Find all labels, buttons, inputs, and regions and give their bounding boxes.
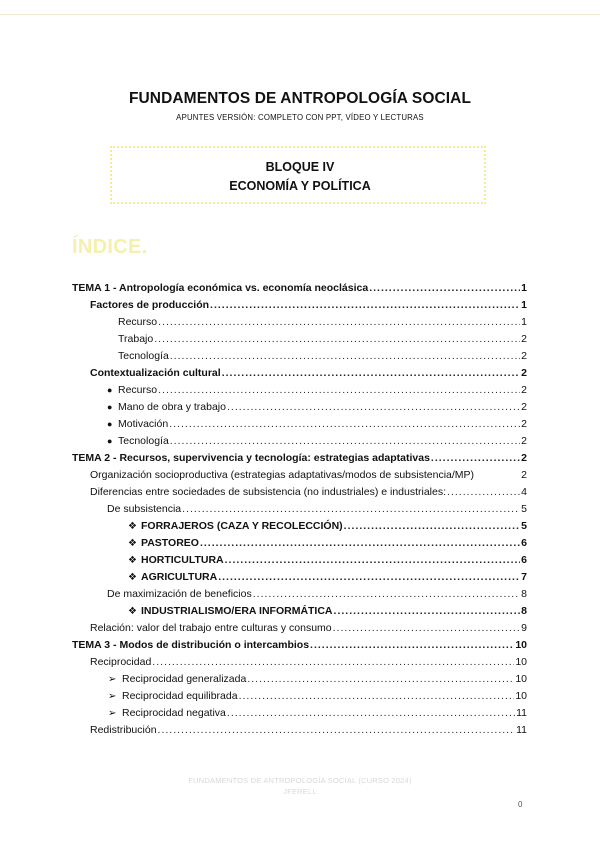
toc-page-number: 1 — [521, 299, 527, 311]
bloque-frame — [110, 146, 486, 204]
toc-page-number: 2 — [521, 469, 527, 481]
toc-entry-label: Factores de producción — [90, 299, 210, 311]
toc-entry-label: Reciprocidad negativa — [122, 707, 226, 719]
toc-entry-agricultura[interactable] — [128, 571, 527, 588]
toc-page-number: 2 — [521, 367, 527, 379]
toc-entry-trabajo[interactable] — [118, 333, 527, 350]
toc-leader — [334, 605, 521, 617]
toc-page-number: 1 — [521, 282, 527, 294]
toc-entry-label: Contextualización cultural — [90, 367, 221, 379]
toc-entry-label: De maximización de beneficios — [107, 588, 252, 600]
toc-entry-label: Mano de obra y trabajo — [118, 401, 226, 413]
page-number: 0 — [518, 800, 523, 809]
toc-entry-label: Reciprocidad — [90, 656, 152, 668]
document-subtitle: APUNTES VERSIÓN: COMPLETO CON PPT, VÍDEO Y LECTURAS — [176, 113, 424, 122]
toc-entry-recurso[interactable] — [118, 316, 527, 333]
toc-page-number: 8 — [521, 588, 527, 600]
bloque-topic: ECONOMÍA Y POLÍTICA — [229, 179, 371, 193]
diamond-bullet-icon: ❖ — [128, 521, 137, 532]
toc-entry-bullet-mano-de-obra[interactable] — [107, 401, 527, 418]
toc-entry-label: PASTOREO — [141, 537, 199, 549]
toc-entry-label: Tecnología — [118, 350, 169, 362]
footer-author-line: JFERELL — [283, 787, 317, 796]
toc-page-number: 11 — [516, 724, 527, 736]
toc-page-number: 10 — [515, 639, 527, 651]
toc-entry-horticultura[interactable] — [128, 554, 527, 571]
toc-page-number: 5 — [521, 520, 527, 532]
toc-entry-relacion-valor-trabajo[interactable] — [90, 622, 527, 639]
toc-entry-diferencias-sociedades[interactable] — [90, 486, 527, 503]
toc-leader — [369, 282, 520, 294]
toc-leader — [239, 690, 515, 702]
toc-page-number: 2 — [521, 435, 527, 447]
bullet-icon: ● — [107, 419, 113, 429]
toc-page-number: 2 — [521, 401, 527, 413]
toc-leader — [200, 537, 520, 549]
toc-leader — [170, 435, 520, 447]
toc-page-number: 10 — [515, 656, 527, 668]
toc-page-number: 2 — [521, 418, 527, 430]
bloque-number: BLOQUE IV — [265, 160, 335, 174]
toc-entry-label: Trabajo — [118, 333, 154, 345]
diamond-bullet-icon: ❖ — [128, 572, 137, 583]
toc-page-number: 6 — [521, 554, 527, 566]
toc-entry-reciprocidad-negativa[interactable] — [108, 707, 527, 724]
toc-leader — [253, 588, 520, 600]
toc-page-number: 9 — [521, 622, 527, 634]
toc-leader — [158, 316, 520, 328]
toc-page-number: 11 — [516, 707, 527, 719]
toc-entry-label: Organización socioproductiva (estrategias adaptativas/modos de subsistencia/MP) — [90, 469, 475, 481]
toc-entry-redistribucion[interactable] — [90, 724, 527, 741]
toc-leader — [333, 622, 521, 634]
arrow-bullet-icon: ➢ — [108, 708, 117, 719]
toc-page-number: 1 — [521, 316, 527, 328]
toc-entry-tema-2[interactable] — [72, 452, 527, 469]
toc-entry-label: FORRAJEROS (CAZA Y RECOLECCIÓN) — [141, 520, 343, 532]
toc-entry-label: Reciprocidad generalizada — [122, 673, 247, 685]
bullet-icon: ● — [107, 436, 113, 446]
toc-page-number: 2 — [521, 333, 527, 345]
toc-leader — [170, 350, 520, 362]
arrow-bullet-icon: ➢ — [108, 674, 117, 685]
toc-page-number: 2 — [521, 452, 527, 464]
toc-page-number: 2 — [521, 350, 527, 362]
toc-entry-organizacion-socioproductiva[interactable] — [90, 469, 527, 486]
toc-page-number: 4 — [521, 486, 527, 498]
index-heading: ÍNDICE. — [72, 236, 148, 258]
toc-leader — [182, 503, 520, 515]
toc-page-number: 8 — [521, 605, 527, 617]
toc-entry-maximizacion-beneficios[interactable] — [107, 588, 527, 605]
toc-entry-tema-1[interactable] — [72, 282, 527, 299]
toc-leader — [154, 333, 520, 345]
toc-entry-label: Diferencias entre sociedades de subsistencia (no industriales) e industriales: — [90, 486, 447, 498]
bullet-icon: ● — [107, 402, 113, 412]
toc-leader — [447, 486, 520, 498]
toc-entry-bullet-recurso[interactable] — [107, 384, 527, 401]
toc-entry-reciprocidad-generalizada[interactable] — [108, 673, 527, 690]
toc-entry-industrialismo[interactable] — [128, 605, 527, 622]
toc-leader — [158, 724, 516, 736]
toc-entry-reciprocidad[interactable] — [90, 656, 527, 673]
document-title: FUNDAMENTOS DE ANTROPOLOGÍA SOCIAL — [128, 90, 472, 107]
toc-leader — [247, 673, 514, 685]
toc-page-number: 7 — [521, 571, 527, 583]
footer-course-line: FUNDAMENTOS DE ANTROPOLOGÍA SOCIAL (CURSO 2024) — [188, 776, 412, 785]
toc-entry-label: Redistribución — [90, 724, 157, 736]
toc-entry-contextualizacion-cultural[interactable] — [90, 367, 527, 384]
toc-entry-label: Reciprocidad equilibrada — [122, 690, 238, 702]
toc-entry-forrajeros[interactable] — [128, 520, 527, 537]
toc-entry-label: INDUSTRIALISMO/ERA INFORMÁTICA — [141, 605, 333, 617]
toc-page-number: 2 — [521, 384, 527, 396]
bullet-icon: ● — [107, 385, 113, 395]
toc-entry-label: TEMA 1 - Antropología económica vs. economía neoclásica — [72, 282, 369, 294]
toc-page-number: 5 — [521, 503, 527, 515]
toc-entry-label: Relación: valor del trabajo entre culturas y consumo — [90, 622, 332, 634]
diamond-bullet-icon: ❖ — [128, 555, 137, 566]
arrow-bullet-icon: ➢ — [108, 691, 117, 702]
toc-leader — [227, 707, 515, 719]
toc-entry-reciprocidad-equilibrada[interactable] — [108, 690, 527, 707]
toc-entry-label: AGRICULTURA — [141, 571, 218, 583]
toc-leader — [227, 401, 520, 413]
diamond-bullet-icon: ❖ — [128, 606, 137, 617]
toc-entry-de-subsistencia[interactable] — [107, 503, 527, 520]
toc-leader — [310, 639, 514, 651]
toc-leader — [152, 656, 514, 668]
toc-entry-label: TEMA 3 - Modos de distribución o intercambios — [72, 639, 310, 651]
toc-entry-label: TEMA 2 - Recursos, supervivencia y tecnología: estrategias adaptativas — [72, 452, 430, 464]
toc-page-number: 6 — [521, 537, 527, 549]
diamond-bullet-icon: ❖ — [128, 538, 137, 549]
toc-page-number: 10 — [515, 690, 527, 702]
toc-leader — [218, 571, 520, 583]
toc-entry-label: De subsistencia — [107, 503, 182, 515]
toc-leader — [431, 452, 520, 464]
toc-leader — [210, 299, 520, 311]
toc-entry-tema-3[interactable] — [72, 639, 527, 656]
toc-entry-label: Tecnología — [118, 435, 169, 447]
toc-entry-label: Recurso — [118, 384, 158, 396]
toc-leader — [344, 520, 521, 532]
toc-entry-label: Motivación — [118, 418, 169, 430]
toc-leader — [169, 418, 520, 430]
toc-entry-label: Recurso — [118, 316, 158, 328]
toc-entry-tecnologia[interactable] — [118, 350, 527, 367]
toc-entry-label: HORTICULTURA — [141, 554, 224, 566]
header-rule — [0, 0, 600, 15]
toc-entry-bullet-tecnologia[interactable] — [107, 435, 527, 452]
toc-leader — [225, 554, 521, 566]
toc-leader — [158, 384, 520, 396]
toc-entry-factores-produccion[interactable] — [90, 299, 527, 316]
toc-entry-pastoreo[interactable] — [128, 537, 527, 554]
toc-page-number: 10 — [515, 673, 527, 685]
toc-entry-bullet-motivacion[interactable] — [107, 418, 527, 435]
toc-leader — [222, 367, 520, 379]
